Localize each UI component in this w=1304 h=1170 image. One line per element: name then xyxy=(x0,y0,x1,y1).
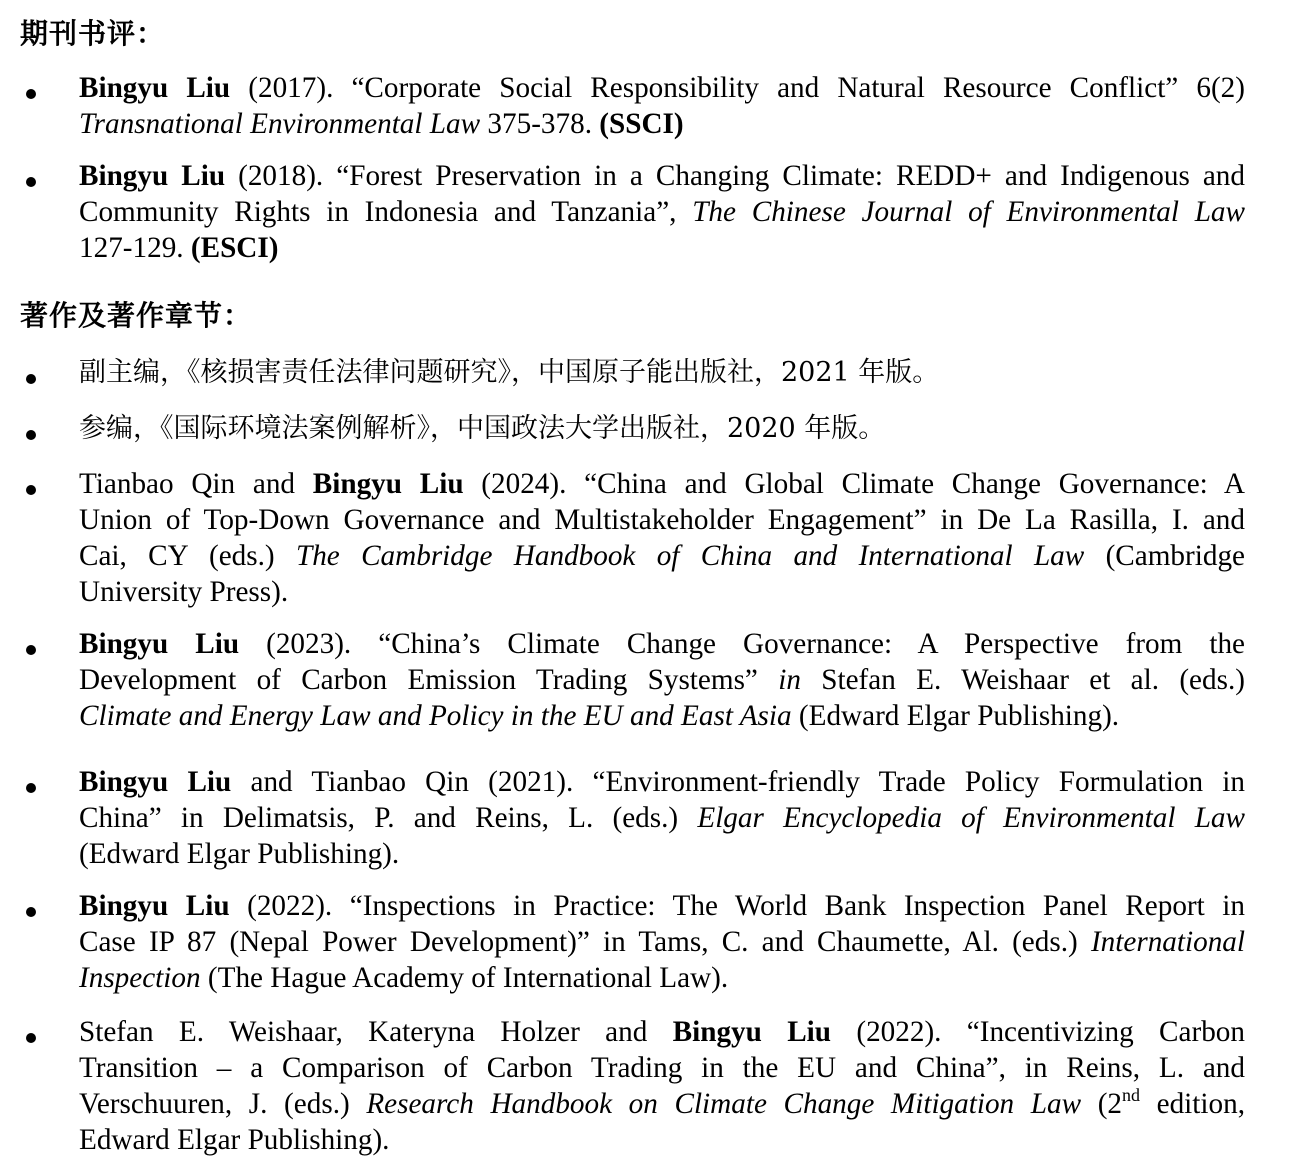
bullet-icon xyxy=(26,430,36,440)
citation-line: Bingyu Liu and Tianbao Qin (2021). “Environment-friendly Trade Policy Formulation in xyxy=(79,766,1245,798)
citation-line: Edward Elgar Publishing). xyxy=(79,1124,390,1156)
citation-line: Bingyu Liu (2018). “Forest Preservation in a Changing Climate: REDD+ and Indigenous and xyxy=(79,160,1245,192)
book-title: International xyxy=(1090,926,1245,958)
author-name: Bingyu Liu xyxy=(79,766,232,798)
citation-line: 127-129. (ESCI) xyxy=(79,232,279,264)
citation-line: Tianbao Qin and Bingyu Liu (2024). “China and Global Climate Change Governance: A xyxy=(79,468,1246,500)
journal-title: Transnational Environmental Law xyxy=(79,108,481,140)
bullet-icon xyxy=(26,177,36,187)
citation-line: Bingyu Liu (2022). “Inspections in Practice: The World Bank Inspection Panel Report in xyxy=(79,890,1245,922)
author-name: Bingyu Liu xyxy=(672,1016,832,1048)
author-name: Bingyu Liu xyxy=(79,72,231,104)
book-title: Elgar Encyclopedia of Environmental Law xyxy=(697,802,1245,834)
citation-line: Case IP 87 (Nepal Power Development)” in Tams, C. and Chaumette, Al. (eds.) International xyxy=(79,926,1245,958)
citation-line: Bingyu Liu (2017). “Corporate Social Responsibility and Natural Resource Conflict” 6(2) xyxy=(79,72,1245,104)
citation-line: Climate and Energy Law and Policy in the EU and East Asia (Edward Elgar Publishing). xyxy=(79,700,1120,732)
index-badge: (SSCI) xyxy=(599,108,684,140)
citation-line: China” in Delimatsis, P. and Reins, L. (eds.) Elgar Encyclopedia of Environmental Law xyxy=(79,802,1245,834)
citation-text xyxy=(79,466,1245,610)
bullet-icon xyxy=(26,374,36,384)
book-title: Research Handbook on Climate Change Mitigation Law xyxy=(366,1088,1082,1120)
citation-line: Inspection (The Hague Academy of International Law). xyxy=(79,962,729,994)
bullet-icon xyxy=(26,907,36,917)
book-title: The Cambridge Handbook of China and International Law xyxy=(295,540,1085,572)
bullet-icon xyxy=(26,1033,36,1043)
citation-text xyxy=(79,764,1245,872)
book-title: Inspection xyxy=(79,962,201,994)
section-heading-book-reviews: 期刊书评： xyxy=(20,17,166,50)
bullet-icon xyxy=(26,485,36,495)
bullet-icon xyxy=(26,783,36,793)
citation-line: Verschuuren, J. (eds.) Research Handbook on Climate Change Mitigation Law (2nd edition, xyxy=(79,1085,1245,1120)
citation-text: 参编，《国际环境法案例解析》，中国政法大学出版社，2020 年版。 xyxy=(79,413,886,444)
author-name: Bingyu Liu xyxy=(79,628,240,660)
citation-text xyxy=(79,70,1245,142)
citation-line: Community Rights in Indonesia and Tanzania”, The Chinese Journal of Environmental Law xyxy=(79,196,1245,228)
citation-line: Bingyu Liu (2023). “China’s Climate Change Governance: A Perspective from the xyxy=(79,628,1245,660)
citation-line: Transition – a Comparison of Carbon Trading in the EU and China”, in Reins, L. and xyxy=(79,1052,1245,1084)
citation-line: (Edward Elgar Publishing). xyxy=(79,838,400,870)
author-name: Bingyu Liu xyxy=(79,160,226,192)
index-badge: (ESCI) xyxy=(190,232,279,264)
section-heading-books-and-chapters: 著作及著作章节： xyxy=(20,299,253,332)
author-name: Bingyu Liu xyxy=(79,890,230,922)
citation-text xyxy=(79,626,1245,734)
citation-text xyxy=(79,888,1245,996)
author-name: Bingyu Liu xyxy=(312,468,464,500)
citation-text xyxy=(79,158,1245,266)
citation-line: Stefan E. Weishaar, Kateryna Holzer and Bingyu Liu (2022). “Incentivizing Carbon xyxy=(79,1016,1245,1048)
citation-line: Union of Top-Down Governance and Multistakeholder Engagement” in De La Rasilla, I. and xyxy=(79,504,1245,536)
citation-line: Transnational Environmental Law 375-378. (SSCI) xyxy=(79,108,684,140)
citation-text xyxy=(79,1014,1245,1158)
bullet-icon xyxy=(26,645,36,655)
journal-title: The Chinese Journal of Environmental Law xyxy=(692,196,1245,228)
citation-text: 副主编，《核损害责任法律问题研究》，中国原子能出版社，2021 年版。 xyxy=(79,357,940,388)
bullet-icon xyxy=(26,89,36,99)
citation-line: University Press). xyxy=(79,576,289,608)
book-title: Climate and Energy Law and Policy in the EU and East Asia xyxy=(79,700,792,732)
citation-line: Development of Carbon Emission Trading Systems” in Stefan E. Weishaar et al. (eds.) xyxy=(79,664,1245,696)
citation-line: Cai, CY (eds.) The Cambridge Handbook of China and International Law (Cambridge xyxy=(79,540,1246,572)
